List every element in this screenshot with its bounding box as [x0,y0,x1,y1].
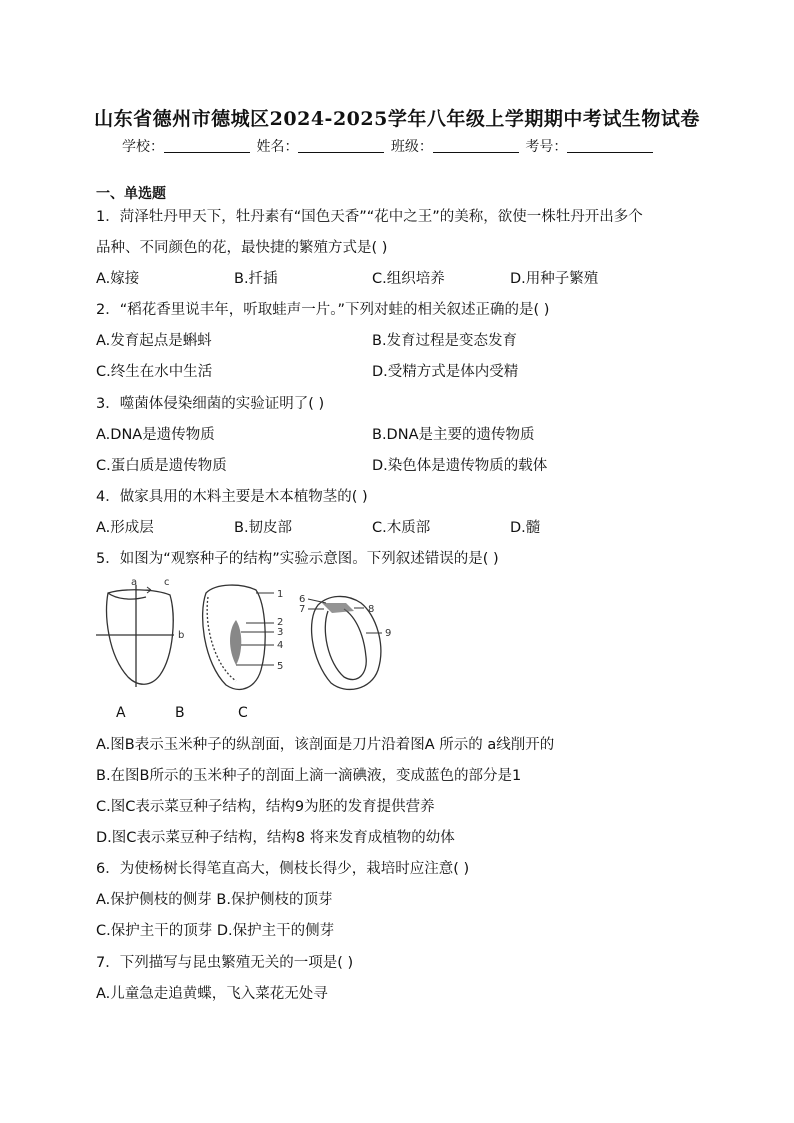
label-3: 3 [277,627,284,638]
seed-structure-figure [96,575,416,700]
figure-caption-c: C [238,705,248,721]
q4-option-b: B.韧皮部 [234,520,293,536]
exam-number-blank[interactable] [567,140,653,153]
q1-option-c: C.组织培养 [372,271,445,287]
q4-option-c: C.木质部 [372,520,431,536]
q1-option-d: D.用种子繁殖 [510,271,599,287]
figure-caption-a: A [116,705,126,721]
q5-option-d: D.图C表示菜豆种子结构，结构8 将来发育成植物的幼体 [96,830,455,846]
label-2: 2 [277,617,284,628]
q5-stem: 5．如图为“观察种子的结构”实验示意图。下列叙述错误的是( ) [96,551,499,567]
label-1: 1 [277,589,284,600]
q3-stem: 3．噬菌体侵染细菌的实验证明了( ) [96,396,325,412]
label-8: 8 [368,604,375,615]
student-info-row [122,136,655,156]
label-5: 5 [277,661,284,672]
exam-number-label: 考号： [525,139,568,155]
q3-option-c: C.蛋白质是遗传物质 [96,458,227,474]
q2-option-a: A.发育起点是蝌蚪 [96,333,212,349]
section-heading: 一、单选题 [96,186,166,202]
figure-a-corn-grain [96,577,184,687]
q1-option-a: A.嫁接 [96,271,140,287]
label-a: a [131,577,138,588]
q4-option-a: A.形成层 [96,520,154,536]
label-7: 7 [299,604,306,615]
label-9: 9 [385,628,392,639]
q7-stem: 7．下列描写与昆虫繁殖无关的一项是( ) [96,955,354,971]
figure-caption-b: B [175,705,185,721]
q5-option-a: A.图B表示玉米种子的纵剖面，该剖面是刀片沿着图A 所示的 a线削开的 [96,737,555,753]
q5-option-b: B.在图B所示的玉米种子的剖面上滴一滴碘液，变成蓝色的部分是1 [96,768,522,784]
q2-option-c: C.终生在水中生活 [96,364,213,380]
q1-stem-line1: 1．菏泽牡丹甲天下，牡丹素有“国色天香”“花中之王”的美称，欲使一株牡丹开出多个 [96,209,643,225]
label-6: 6 [299,594,306,605]
q4-option-d: D.髓 [510,520,541,536]
school-label: 学校： [122,139,164,155]
school-blank[interactable] [164,140,250,153]
figure-b-corn-section [203,585,284,689]
class-blank[interactable] [433,140,519,153]
q2-option-b: B.发育过程是变态发育 [372,333,518,349]
q4-stem: 4．做家具用的木料主要是木本植物茎的( ) [96,489,368,505]
exam-title: 山东省德州市德城区2024-2025学年八年级上学期期中考试生物试卷 [94,108,700,130]
label-c: c [164,577,170,588]
q3-option-a: A.DNA是遗传物质 [96,427,215,443]
name-blank[interactable] [298,140,384,153]
q3-option-b: B.DNA是主要的遗传物质 [372,427,535,443]
class-label: 班级： [390,139,433,155]
label-4: 4 [277,640,284,651]
q5-option-c: C.图C表示菜豆种子结构，结构9为胚的发育提供营养 [96,799,435,815]
q3-option-d: D.染色体是遗传物质的载体 [372,458,548,474]
name-label: 姓名： [256,139,299,155]
q6-options-ab: A.保护侧枝的侧芽 B.保护侧枝的顶芽 [96,892,333,908]
q2-stem: 2．“稻花香里说丰年，听取蛙声一片。”下列对蛙的相关叙述正确的是( ) [96,302,550,318]
q6-options-cd: C.保护主干的顶芽 D.保护主干的侧芽 [96,923,335,939]
q6-stem: 6．为使杨树长得笔直高大，侧枝长得少，栽培时应注意( ) [96,861,470,877]
q7-option-a: A.儿童急走追黄蝶，飞入菜花无处寻 [96,986,328,1002]
label-b: b [178,630,185,641]
q1-option-b: B.扦插 [234,271,278,287]
figure-c-bean-seed [299,594,391,689]
q1-stem-line2: 品种、不同颜色的花，最快捷的繁殖方式是( ) [96,240,388,256]
q2-option-d: D.受精方式是体内受精 [372,364,519,380]
